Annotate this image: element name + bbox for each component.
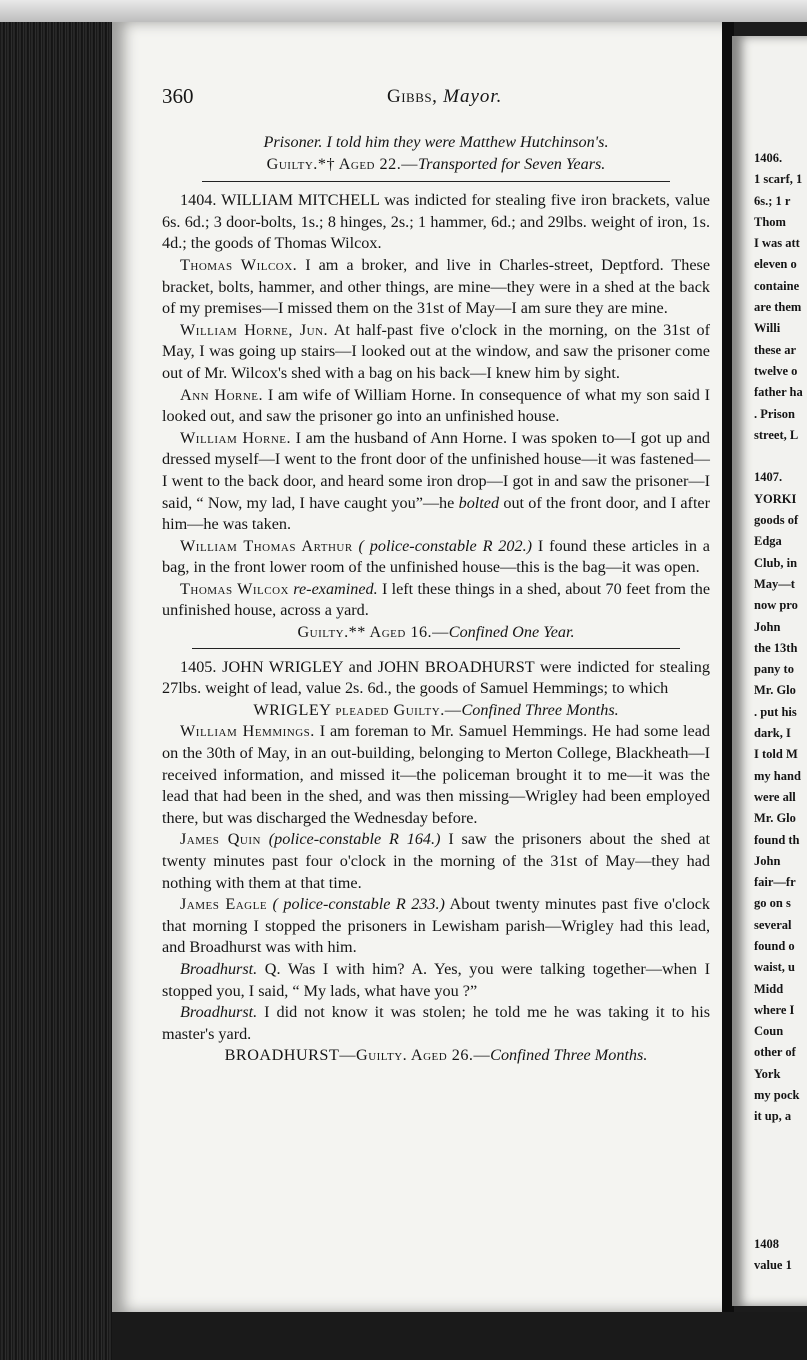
facing-page-line: Thom xyxy=(754,214,786,229)
facing-page-line: Willi xyxy=(754,321,781,336)
facing-page-line: eleven o xyxy=(754,257,797,272)
facing-page-line: containe xyxy=(754,278,800,293)
testimony-wilcox-reexamined: Thomas Wilcox re-examined. I left these things in a shed, about 70 feet from the unfinished house, across a yard. xyxy=(162,579,711,620)
facing-page-line: other of xyxy=(754,1045,796,1060)
facing-page-line xyxy=(754,1128,807,1149)
facing-page-line: the 13th xyxy=(754,640,798,655)
facing-page-line: May—t xyxy=(754,576,795,591)
facing-page-line: now pro xyxy=(754,598,798,613)
prev-case-line: Prisoner. I told him they were Matthew Hutchinson's. xyxy=(263,133,609,151)
facing-page-line: YORKI xyxy=(754,491,797,506)
testimony-william-horne: William Horne. I am the husband of Ann Horne. I was spoken to—I got up and dressed myself—I went to the front door of the unfinished house—it was fastened—I went to the back door, and heard some iron drop—I got in and saw the prisoner—I said, “ Now, my lad, I have caught you”—he bolted out of the front door, and I after him—he was taken. xyxy=(162,428,711,534)
case-divider xyxy=(202,181,670,182)
facing-page-line: found th xyxy=(754,832,800,847)
facing-page-line: waist, u xyxy=(754,960,795,975)
facing-page-line xyxy=(754,446,807,467)
facing-page-line: pany to xyxy=(754,662,794,677)
facing-page-line: it up, a xyxy=(754,1109,792,1124)
running-head-title: Mayor. xyxy=(443,86,503,107)
facing-page-line: are them xyxy=(754,300,802,315)
facing-page-line: several xyxy=(754,917,792,932)
facing-page-line: found o xyxy=(754,938,795,953)
testimony-horne-jun: William Horne, Jun. At half-past five o'clock in the morning, on the 31st of May, I was going up stairs—I looked out at the window, and saw the prisoner come out of Mr. Wilcox's shed with a bag on his back—I knew him by sight. xyxy=(162,320,711,382)
facing-page-line: were all xyxy=(754,789,796,804)
facing-page-line: Mr. Glo xyxy=(754,811,796,826)
facing-page-line: 1 scarf, 1 xyxy=(754,172,803,187)
scan-background-bottom xyxy=(112,1312,807,1360)
facing-page-line: these ar xyxy=(754,342,796,357)
facing-page-line xyxy=(754,1192,807,1213)
facing-page-line: 1407. xyxy=(754,470,783,485)
testimony-eagle: James Eagle ( police-constable R 233.) About twenty minutes past five o'clock that morning I stopped the prisoners in Lewisham parish—Wrigley had this lead, and Broadhurst was with him. xyxy=(162,895,711,957)
facing-page-text xyxy=(754,148,807,1277)
facing-page-line: Midd xyxy=(754,981,784,996)
facing-page-line: Club, in xyxy=(754,555,798,570)
facing-page-line: Coun xyxy=(754,1024,784,1039)
running-head-name: Gibbs, xyxy=(387,86,438,107)
running-head xyxy=(387,86,502,108)
facing-page-line: father ha xyxy=(754,385,803,400)
testimony-hemmings: William Hemmings. I am foreman to Mr. Samuel Hemmings. He had some lead on the 30th of May, in an out-building, belonging to Merton College, Blackheath—I received information, and missed it—the policeman brought it to me—it was the lead that had been in the shed, and was then missing—Wrigley had been employed there, but was discharged the Wednesday before. xyxy=(162,722,710,827)
facing-page-line: . put his xyxy=(754,704,797,719)
testimony-wilcox: Thomas Wilcox. I am a broker, and live in Charles-street, Deptford. These bracket, bolts, hammer, and other things, are mine—they were in a shed at the back of my premises—I missed them on the 31st of May—I am sure they are mine. xyxy=(162,255,711,318)
facing-page-line xyxy=(754,1170,807,1191)
facing-page-line: John xyxy=(754,619,781,634)
facing-page-line: I was att xyxy=(754,236,800,251)
case-1404-intro: 1404. WILLIAM MITCHELL was indicted for stealing five iron brackets, value 6s. 6d.; 3 door-bolts, 1s.; 8 hinges, 2s.; 1 hammer, 6d.; and 29lbs. weight of iron, 1s. 4d.; the goods of Thomas Wilcox. xyxy=(162,191,710,253)
book-page-edges xyxy=(0,22,120,1360)
case-1404-verdict: Guilty.** Aged 16.—Confined One Year. xyxy=(297,623,575,642)
prev-case-verdict: Guilty.*† Aged 22.—Transported for Seven Years. xyxy=(266,154,606,173)
scan-background-top xyxy=(0,0,807,22)
testimony-ann-horne: Ann Horne. I am wife of William Horne. In consequence of what my son said I looked out, and saw the prisoner go into an unfinished house. xyxy=(162,385,710,426)
facing-page-line: my hand xyxy=(754,768,801,783)
left-page xyxy=(112,22,724,1312)
case-1405-plea: WRIGLEY pleaded Guilty.—Confined Three Months. xyxy=(253,700,619,719)
facing-page-line xyxy=(754,1213,807,1234)
facing-page-line: where I xyxy=(754,1002,795,1017)
facing-page-line: twelve o xyxy=(754,363,798,378)
case-1405-verdict: BROADHURST—Guilty. Aged 26.—Confined Three Months. xyxy=(224,1046,648,1065)
facing-page-line: street, L xyxy=(754,427,799,442)
prisoner-statement: Broadhurst. I did not know it was stolen; he told me he was taking it to his master's yard. xyxy=(162,1003,710,1043)
page-number: 360 xyxy=(162,84,194,108)
facing-page-line: goods of xyxy=(754,513,799,528)
testimony-arthur: William Thomas Arthur ( police-constable R 202.) I found these articles in a bag, in the front lower room of the unfinished house—this is the bag—it was open. xyxy=(162,536,710,577)
case-1405-intro: 1405. JOHN WRIGLEY and JOHN BROADHURST were indicted for stealing 27lbs. weight of lead, value 2s. 6d., the goods of Samuel Hemmings; to which xyxy=(162,657,710,698)
facing-page-line: my pock xyxy=(754,1088,800,1103)
facing-page-line: 1408 xyxy=(754,1237,779,1252)
facing-page-line: value 1 xyxy=(754,1258,792,1273)
facing-page-line: I told M xyxy=(754,747,798,762)
facing-page-line xyxy=(754,1149,807,1170)
cross-examination: Broadhurst. Q. Was I with him? A. Yes, you were talking together—when I stopped you, I said, “ My lads, what have you ?” xyxy=(162,959,710,1000)
facing-page-line: John xyxy=(754,853,781,868)
case-divider xyxy=(192,648,680,649)
testimony-quin: James Quin (police-constable R 164.) I saw the prisoners about the shed at twenty minutes past four o'clock in the morning of the 31st of May—they had nothing with them at that time. xyxy=(162,830,710,892)
facing-page-line: 6s.; 1 r xyxy=(754,193,791,208)
facing-page-line: . Prison xyxy=(754,406,795,421)
facing-page-line: go on s xyxy=(754,896,791,911)
facing-page-line: fair—fr xyxy=(754,875,796,890)
page-header xyxy=(162,84,710,114)
facing-page-line: dark, I xyxy=(754,726,791,741)
facing-page-line: York xyxy=(754,1066,781,1081)
page-body xyxy=(162,132,710,1067)
facing-page-line: 1406. xyxy=(754,151,783,165)
facing-page-line: Mr. Glo xyxy=(754,683,796,698)
facing-page-line: Edga xyxy=(754,534,782,549)
facing-page xyxy=(732,36,807,1306)
